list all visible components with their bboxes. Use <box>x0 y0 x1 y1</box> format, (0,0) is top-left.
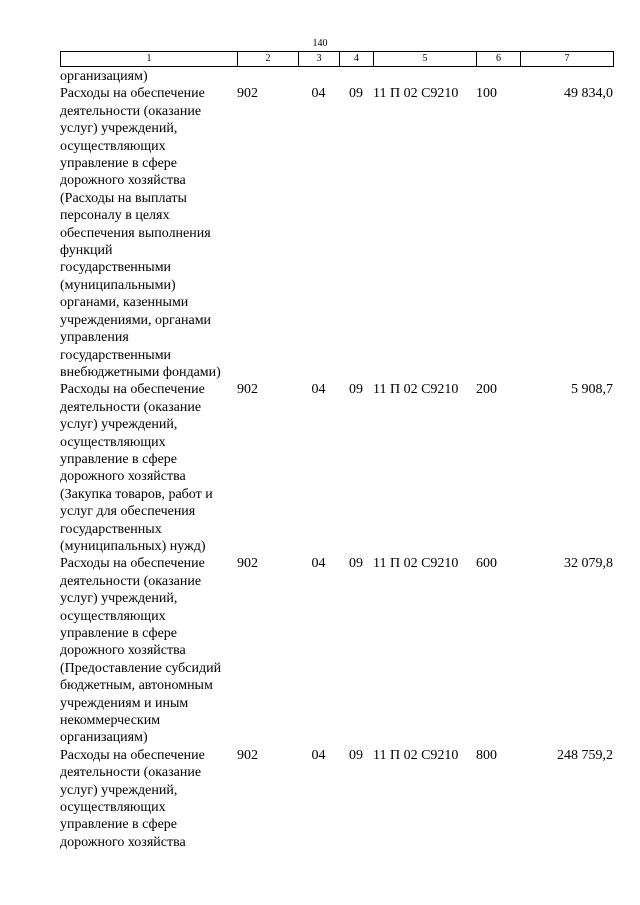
description-line: услуг) учреждений, <box>60 782 178 798</box>
description-line: (Закупка товаров, работ и <box>60 486 213 502</box>
ministry-code <box>237 68 298 85</box>
header-col-1: 1 <box>61 52 238 67</box>
expense-type-code: 800 <box>476 747 497 763</box>
description-line: Расходы на обеспечение <box>60 382 205 398</box>
subsection-code <box>339 68 373 85</box>
description-line: (Расходы на выплаты <box>60 190 187 206</box>
description-line: управление в сфере <box>60 817 178 833</box>
description-line: услуг для обеспечения <box>60 504 196 520</box>
target-article-code: 11 П 02 С9210 <box>373 86 459 102</box>
description-line: государственными <box>60 260 172 276</box>
ministry-code: 902 <box>237 556 258 572</box>
table-row <box>60 747 613 851</box>
header-col-5: 5 <box>374 52 477 67</box>
expense-description <box>60 381 237 555</box>
expense-description <box>60 747 237 851</box>
header-col-2: 2 <box>238 52 299 67</box>
description-line: персоналу в целях <box>60 208 170 224</box>
description-line: (Предоставление субсидий <box>60 660 222 676</box>
description-line: (муниципальных) нужд) <box>60 538 206 554</box>
description-line: деятельности (оказание <box>60 103 202 119</box>
target-article-code <box>373 68 476 85</box>
description-line: дорожного хозяйства <box>60 834 186 850</box>
description-line: дорожного хозяйства <box>60 643 186 659</box>
ministry-code: 902 <box>237 747 258 763</box>
description-line: некоммерческим <box>60 713 161 729</box>
subsection-code: 09 <box>349 86 363 102</box>
header-col-3: 3 <box>299 52 340 67</box>
section-code: 04 <box>311 556 326 572</box>
amount-value: 32 079,8 <box>564 556 613 572</box>
amount-value: 248 759,2 <box>557 747 613 763</box>
target-article-code: 11 П 02 С9210 <box>373 747 459 763</box>
description-line: дорожного хозяйства <box>60 173 186 189</box>
expense-type-code <box>476 68 520 85</box>
table-body <box>60 68 613 851</box>
description-line: осуществляющих <box>60 800 166 816</box>
column-number-header <box>60 51 614 67</box>
ministry-code: 902 <box>237 382 258 398</box>
subsection-code: 09 <box>349 382 363 398</box>
section-code <box>298 68 339 85</box>
description-line: (муниципальными) <box>60 277 176 293</box>
description-line: организациям) <box>60 69 148 84</box>
table-row <box>60 68 613 85</box>
description-line: Расходы на обеспечение <box>60 556 205 572</box>
target-article-code: 11 П 02 С9210 <box>373 382 459 398</box>
expense-type-code: 600 <box>476 556 497 572</box>
description-line: государственных <box>60 521 162 537</box>
description-line: органами, казенными <box>60 295 189 311</box>
description-line: Расходы на обеспечение <box>60 86 205 102</box>
description-line: Расходы на обеспечение <box>60 747 205 763</box>
amount-value: 5 908,7 <box>571 382 613 398</box>
page-number: 140 <box>312 38 328 49</box>
expense-description <box>60 85 237 381</box>
description-line: управления <box>60 330 129 346</box>
description-line: услуг) учреждений, <box>60 417 178 433</box>
description-line: государственными <box>60 347 172 363</box>
subsection-code: 09 <box>349 747 363 763</box>
table-row <box>60 381 613 555</box>
description-line: управление в сфере <box>60 156 178 172</box>
description-line: услуг) учреждений, <box>60 121 178 137</box>
description-line: осуществляющих <box>60 434 166 450</box>
expense-type-code: 100 <box>476 86 497 102</box>
description-line: деятельности (оказание <box>60 399 202 415</box>
expense-description <box>60 68 237 85</box>
amount-value: 49 834,0 <box>564 86 613 102</box>
description-line: осуществляющих <box>60 138 166 154</box>
table-row <box>60 85 613 381</box>
section-code: 04 <box>311 382 326 398</box>
description-line: дорожного хозяйства <box>60 469 186 485</box>
table-row <box>60 555 613 746</box>
description-line: внебюджетными фондами) <box>60 364 221 380</box>
description-line: бюджетным, автономным <box>60 678 213 694</box>
description-line: управление в сфере <box>60 451 178 467</box>
section-code: 04 <box>311 747 326 763</box>
header-col-4: 4 <box>340 52 374 67</box>
amount-value <box>520 68 613 85</box>
description-line: осуществляющих <box>60 608 166 624</box>
header-col-7: 7 <box>521 52 614 67</box>
section-code: 04 <box>311 86 326 102</box>
header-col-6: 6 <box>477 52 521 67</box>
expense-type-code: 200 <box>476 382 497 398</box>
description-line: учреждениям и иным <box>60 695 189 711</box>
description-line: обеспечения выполнения <box>60 225 211 241</box>
description-line: управление в сфере <box>60 626 178 641</box>
target-article-code: 11 П 02 С9210 <box>373 556 459 572</box>
header-row <box>61 52 614 67</box>
description-line: деятельности (оказание <box>60 573 202 589</box>
budget-table <box>60 68 613 851</box>
expense-description <box>60 555 237 746</box>
description-line: организациям) <box>60 730 148 746</box>
ministry-code: 902 <box>237 86 258 102</box>
description-line: услуг) учреждений, <box>60 591 178 607</box>
description-line: деятельности (оказание <box>60 765 202 781</box>
description-line: учреждениями, органами <box>60 312 212 328</box>
subsection-code: 09 <box>349 556 363 572</box>
description-line: функций <box>60 243 113 259</box>
